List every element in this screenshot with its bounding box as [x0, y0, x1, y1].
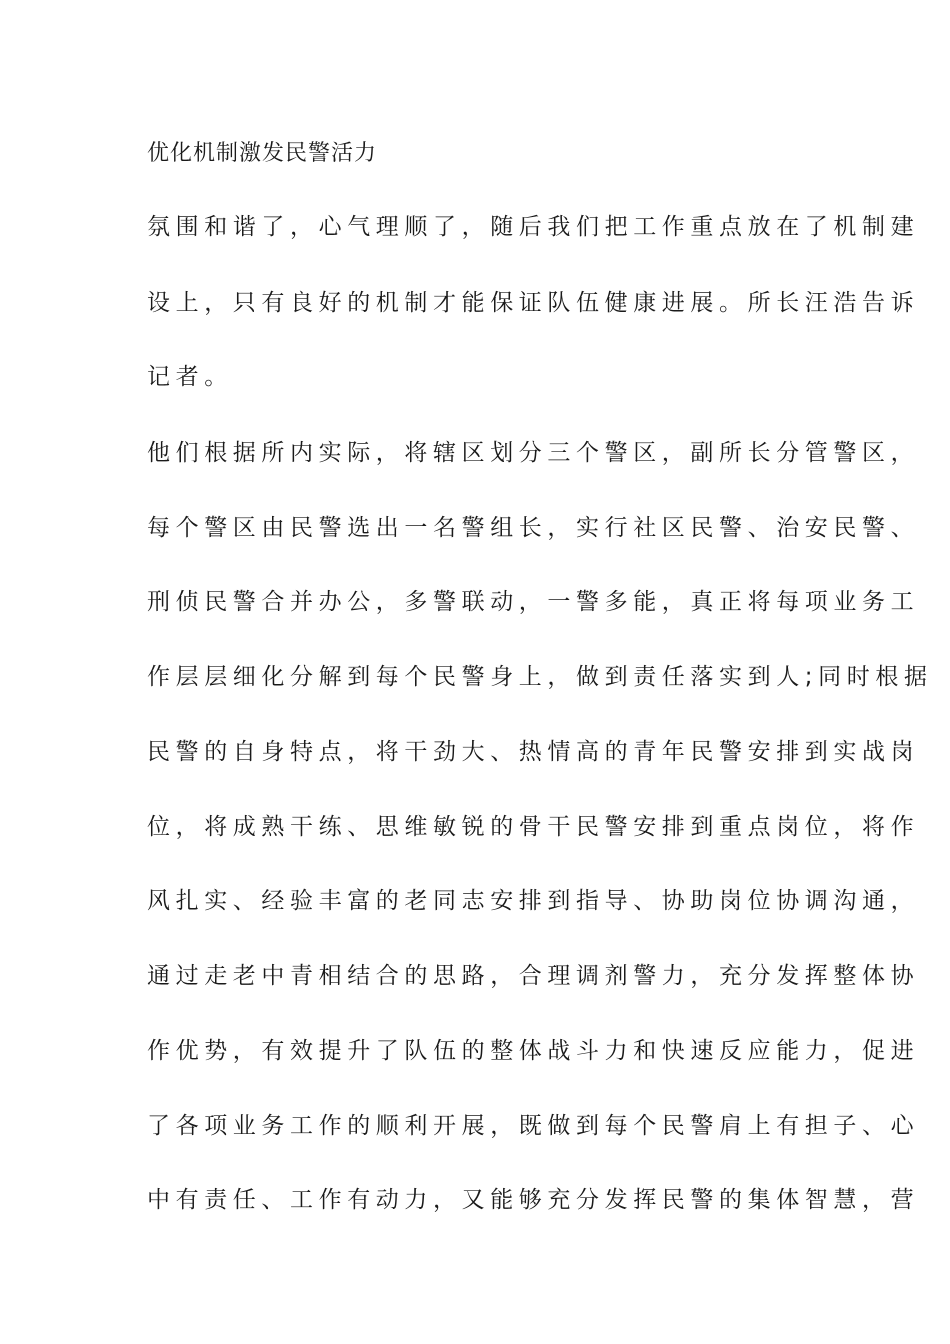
text-line-1: 氛围和谐了，心气理顺了，随后我们把工作重点放在了机制建	[147, 214, 920, 240]
text-line-9: 位，将成熟干练、思维敏锐的骨干民警安排到重点岗位，将作	[147, 814, 920, 840]
text-line-11: 通过走老中青相结合的思路，合理调剂警力，充分发挥整体协	[147, 963, 920, 989]
text-line-4: 他们根据所内实际，将辖区划分三个警区，副所长分管警区，	[147, 440, 920, 466]
document-title: 优化机制激发民警活力	[147, 141, 378, 166]
text-line-13: 了各项业务工作的顺利开展，既做到每个民警肩上有担子、心	[147, 1113, 920, 1139]
text-line-12: 作优势，有效提升了队伍的整体战斗力和快速反应能力，促进	[147, 1038, 920, 1064]
text-line-10: 风扎实、经验丰富的老同志安排到指导、协助岗位协调沟通，	[147, 888, 920, 914]
text-line-6: 刑侦民警合并办公，多警联动，一警多能，真正将每项业务工	[147, 589, 920, 615]
text-line-8: 民警的自身特点，将干劲大、热情高的青年民警安排到实战岗	[147, 739, 920, 765]
text-line-2: 设上，只有良好的机制才能保证队伍健康进展。所长汪浩告诉	[147, 290, 920, 316]
text-line-7: 作层层细化分解到每个民警身上，做到责任落实到人;同时根据	[147, 664, 933, 690]
text-line-3: 记者。	[147, 364, 233, 390]
text-line-14: 中有责任、工作有动力，又能够充分发挥民警的集体智慧，营	[147, 1187, 920, 1213]
text-line-5: 每个警区由民警选出一名警组长，实行社区民警、治安民警、	[147, 515, 920, 541]
